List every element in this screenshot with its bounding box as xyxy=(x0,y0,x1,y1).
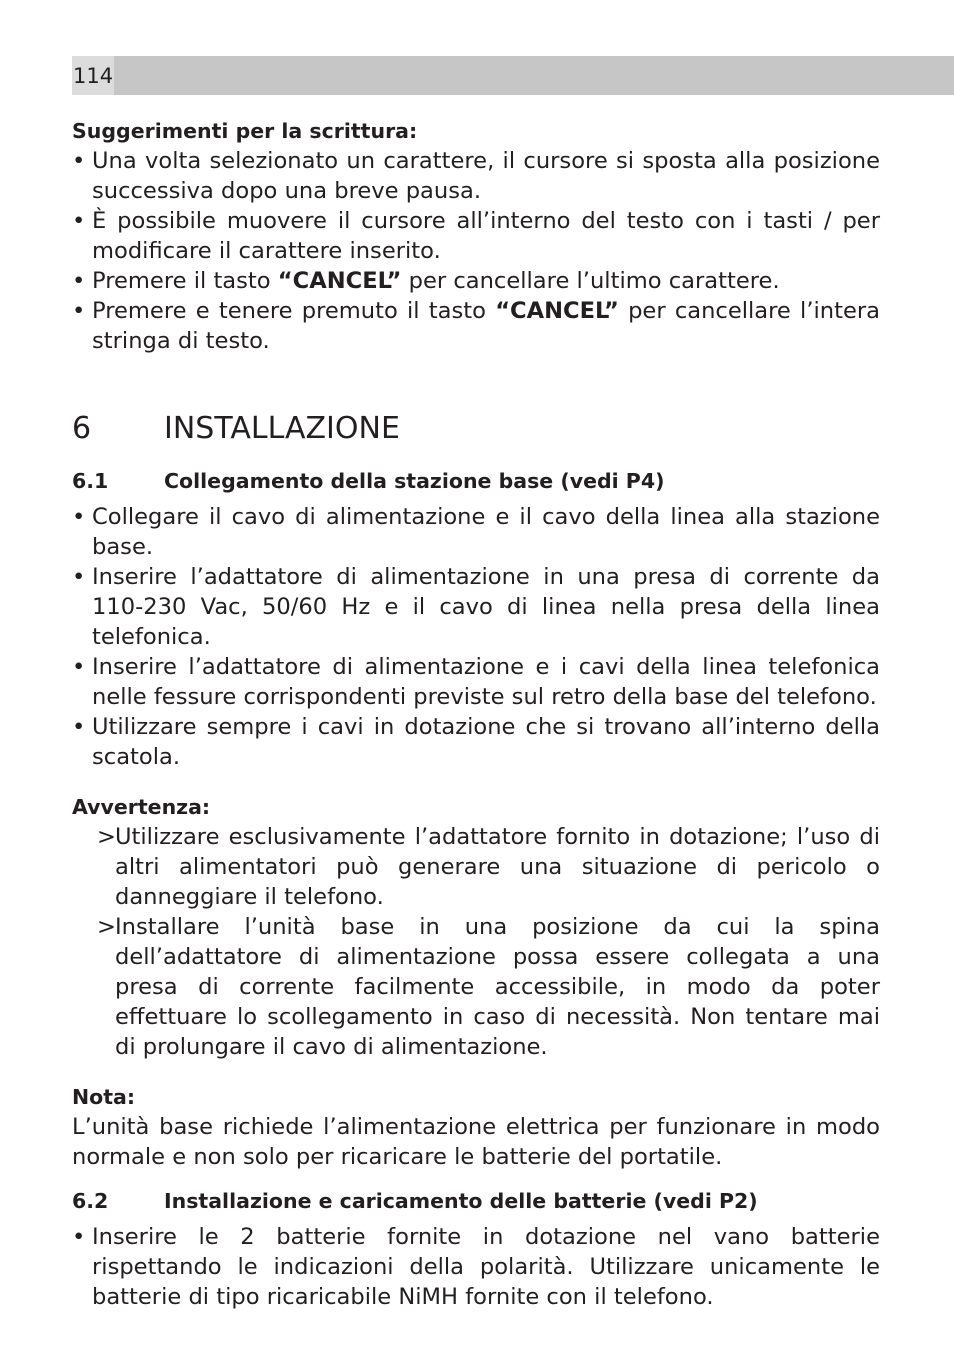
list-item: > Utilizzare esclusivamente l’adattatore fornito in dotazione; l’uso di altri alimentatori può generare una situazione di pericolo o danneggiare il telefono. xyxy=(115,822,880,912)
page-content xyxy=(72,116,880,1312)
item-text: Premere e tenere premuto il tasto xyxy=(92,298,496,324)
list-item: • Inserire l’adattatore di alimentazione in una presa di corrente da 110-230 Vac, 50/60 Hz e il cavo di linea nella presa della linea telefonica. xyxy=(72,562,880,652)
list-item: • È possibile muovere il cursore all’interno del testo con i tasti / per modificare il carattere inserito. xyxy=(72,206,880,266)
list-item: • Inserire le 2 batterie fornite in dotazione nel vano batterie rispettando le indicazioni della polarità. Utilizzare unicamente le batterie di tipo ricaricabile NiMH fornite con il telefono. xyxy=(72,1222,880,1312)
item-text: per cancellare l’ultimo carattere. xyxy=(401,268,780,294)
section-6-1-list xyxy=(72,502,880,772)
section-6-heading xyxy=(72,412,880,446)
list-item: • Una volta selezionato un carattere, il cursore si sposta alla posizione successiva dopo una breve pausa. xyxy=(72,146,880,206)
list-item: • Utilizzare sempre i cavi in dotazione che si trovano all’interno della scatola. xyxy=(72,712,880,772)
section-title: Collegamento della stazione base (vedi P4) xyxy=(164,469,665,493)
list-item: • Collegare il cavo di alimentazione e il cavo della linea alla stazione base. xyxy=(72,502,880,562)
cancel-key-label: “CANCEL” xyxy=(495,298,619,324)
section-title: INSTALLAZIONE xyxy=(164,411,400,446)
section-6-2-list xyxy=(72,1222,880,1312)
list-item: • Inserire l’adattatore di alimentazione e i cavi della linea telefonica nelle fessure corrispondenti previste sul retro della base del telefono. xyxy=(72,652,880,712)
warning-heading: Avvertenza: xyxy=(72,795,211,819)
section-title: Installazione e caricamento delle batterie (vedi P2) xyxy=(164,1189,758,1213)
note-text: L’unità base richiede l’alimentazione elettrica per funzionare in modo normale e non solo per ricaricare le batterie del portatile. xyxy=(72,1114,880,1170)
tips-list xyxy=(72,146,880,356)
note-heading: Nota: xyxy=(72,1085,136,1109)
page-number: 114 xyxy=(72,56,114,95)
item-text: per cancellare l’intera stringa di testo. xyxy=(92,298,881,354)
tips-heading: Suggerimenti per la scrittura: xyxy=(72,119,418,143)
section-6-2-heading xyxy=(72,1186,880,1216)
item-text: Premere il tasto xyxy=(92,268,278,294)
header-bar xyxy=(72,56,954,95)
cancel-key-label: “CANCEL” xyxy=(277,268,402,294)
section-6-1-heading xyxy=(72,466,880,496)
list-item xyxy=(72,296,880,356)
list-item: > Installare l’unità base in una posizione da cui la spina dell’adattatore di alimentazione possa essere collegata a una presa di corrente facilmente accessibile, in modo da poter effettuare lo scollegamento in caso di necessità. Non tentare mai di prolungare il cavo di alimentazione. xyxy=(115,912,880,1062)
section-number: 6.2 xyxy=(72,1189,109,1213)
list-item xyxy=(72,266,880,296)
section-number: 6.1 xyxy=(72,469,109,493)
section-number: 6 xyxy=(72,411,92,446)
warning-list xyxy=(72,822,880,1062)
